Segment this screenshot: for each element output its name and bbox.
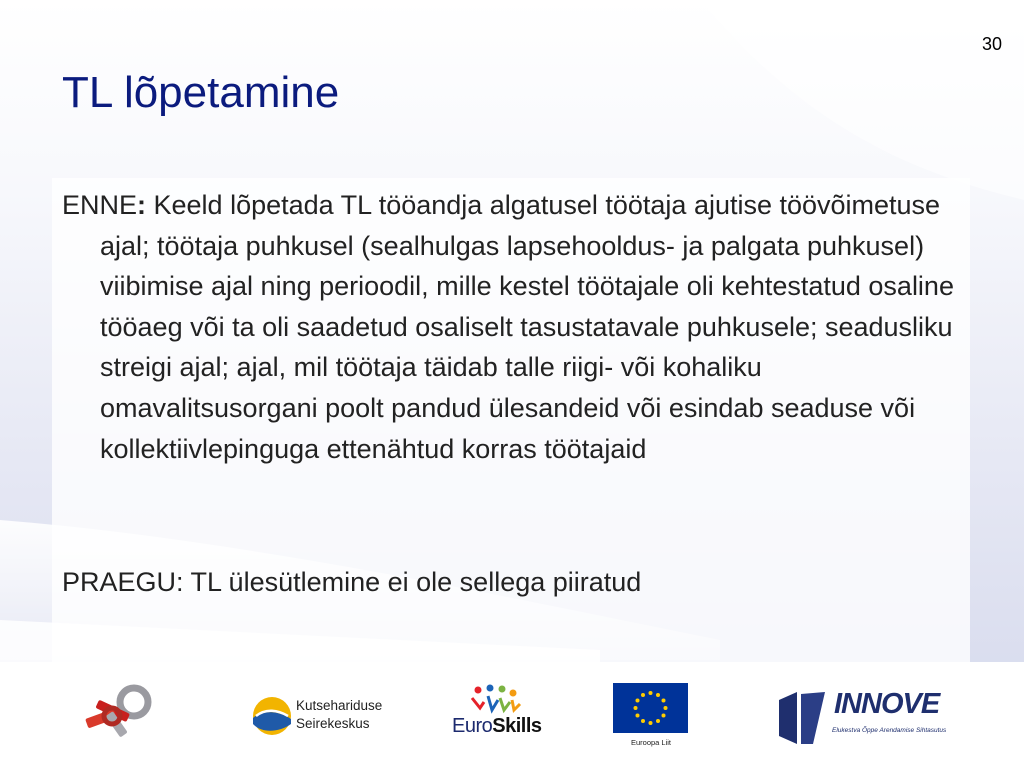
- kutse-line-1: Kutsehariduse: [296, 698, 383, 713]
- before-label: ENNE: [62, 190, 138, 220]
- innove-subtitle: Elukestva Õppe Arendamise Sihtasutus: [832, 727, 947, 734]
- paragraph-now-text: PRAEGU: TL ülesütlemine ei ole sellega piiratud: [62, 567, 642, 597]
- kutse-line-2: Seirekeskus: [296, 716, 370, 731]
- euro-prefix: Euro: [452, 715, 493, 737]
- paragraph-now: [62, 562, 962, 603]
- eu-label: Euroopa Liit: [630, 738, 672, 747]
- slide-title: TL lõpetamine: [62, 68, 340, 117]
- keys-logo-icon: [82, 684, 156, 748]
- eu-flag-icon: [613, 683, 688, 733]
- before-colon: :: [137, 190, 147, 220]
- slide-number: 30: [981, 34, 1002, 54]
- paragraph-before-text: [62, 185, 962, 469]
- skills-suffix: Skills: [492, 715, 542, 737]
- innove-wordmark: INNOVE: [834, 688, 940, 720]
- paragraph-before: [62, 185, 962, 469]
- before-body: Keeld lõpetada TL tööandja algatusel töötaja ajutise töövõimetuse ajal; töötaja puhkusel (sealhulgas lapsehooldus- ja palgata puhkusel) viibimise ajal ning perioodil, mille kestel töötajale oli kehtestatud osaline tööaeg või ta oli saadetud osaliselt tasustatavale puhkusele; seadusliku streigi ajal; ajal, mil töötaja täidab talle riigi- või kohaliku omavalitsusorgani poolt pandud ülesandeid või esindab seaduse või kollektiivlepinguga ettenähtud korras töötajaid: [100, 190, 954, 464]
- euroskills-wordmark: [452, 715, 542, 738]
